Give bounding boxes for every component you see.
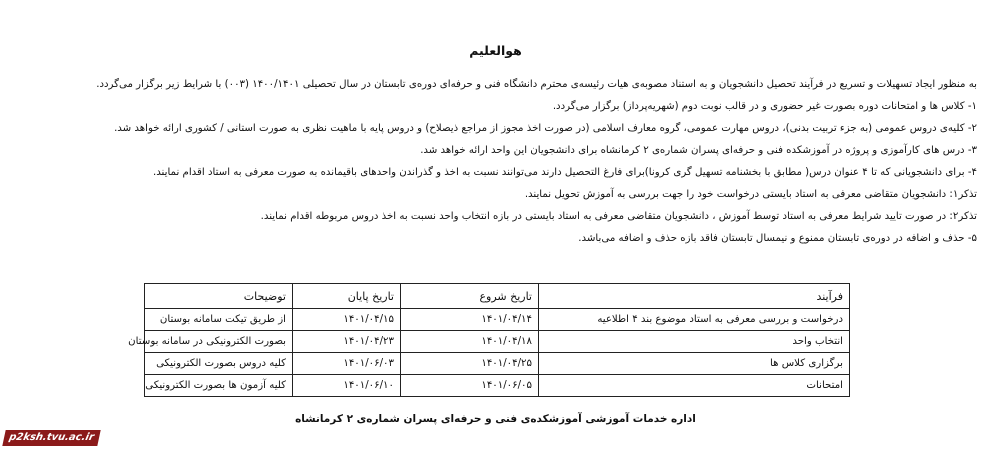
header-description: توضیحات	[145, 284, 293, 309]
cell-description: کلیه دروس بصورت الکترونیکی	[145, 353, 293, 375]
cell-end-date: ۱۴۰۱/۰۴/۱۵	[293, 309, 401, 331]
cell-process: انتخاب واحد	[539, 331, 850, 353]
note-1: تذکر۱: دانشجویان متقاضی معرفی به استاد بایستی درخواست خود را جهت بررسی به آموزش تحویل نمایند.	[524, 189, 977, 200]
note-2: تذکر۲: در صورت تایید شرایط معرفی به استاد توسط آموزش ، دانشجویان متقاضی معرفی به استاد بایستی در بازه انتخاب واحد نسبت به اخذ دروس مربوطه اقدام نمایند.	[260, 211, 977, 222]
site-watermark: p2ksh.tvu.ac.ir	[2, 430, 100, 446]
clause-2: ۲- کلیه‌ی دروس عمومی (به جزء تربیت بدنی)، دروس مهارت عمومی، گروه معارف اسلامی (در صورت اخذ مجوز از مراجع ذیصلاح) و دروس پایه با ماهیت نظری به صورت استانی / کشوری ارائه خواهد شد.	[114, 123, 977, 134]
table-row	[145, 375, 850, 397]
intro-paragraph: به منظور ایجاد تسهیلات و تسریع در فرآیند تحصیل دانشجویان و به استناد مصوبه‌ی هیات رئیسه‌ی محترم دانشگاه فنی و حرفه‌ای دوره‌ی تابستان در سال تحصیلی ۱۴۰۰/۱۴۰۱ (۰۰۳) با شرایط زیر برگزار می‌گردد.	[96, 79, 977, 90]
footer-signature: اداره خدمات آموزشی آموزشکده‌ی فنی و حرفه‌ای پسران شماره‌ی ۲ کرمانشاه	[295, 413, 696, 425]
clause-4: ۴- برای دانشجویانی که تا ۴ عنوان درس( مطابق با بخشنامه تسهیل گری کرونا)برای فارغ التحصیل دارند می‌توانند نسبت به اخذ و گذراندن واحدهای باقیمانده به صورت معرفی به استاد اقدام نمایند.	[152, 167, 977, 178]
cell-process: درخواست و بررسی معرفی به استاد موضوع بند ۴ اطلاعیه	[539, 309, 850, 331]
clause-3: ۳- درس های کارآموزی و پروژه در آموزشکده فنی و حرفه‌ای پسران شماره‌ی ۲ کرمانشاه برای دانشجویان این واحد ارائه خواهد شد.	[420, 145, 977, 156]
cell-process: امتحانات	[539, 375, 850, 397]
cell-description: از طریق تیکت سامانه بوستان	[145, 309, 293, 331]
table-header-row	[145, 284, 850, 309]
clause-5: ۵- حذف و اضافه در دوره‌ی تابستان ممنوع و نیمسال تابستان فاقد بازه حذف و اضافه می‌باشد.	[578, 233, 977, 244]
cell-process: برگزاری کلاس ها	[539, 353, 850, 375]
cell-start-date: ۱۴۰۱/۰۴/۱۴	[401, 309, 539, 331]
cell-end-date: ۱۴۰۱/۰۶/۱۰	[293, 375, 401, 397]
table-row	[145, 353, 850, 375]
document-title: هوالعلیم	[469, 43, 522, 58]
cell-end-date: ۱۴۰۱/۰۶/۰۳	[293, 353, 401, 375]
cell-start-date: ۱۴۰۱/۰۴/۲۵	[401, 353, 539, 375]
clause-1: ۱- کلاس ها و امتحانات دوره بصورت غیر حضوری و در قالب نوبت دوم (شهریه‌پرداز) برگزار می‌گردد.	[552, 101, 977, 112]
header-start-date: تاریخ شروع	[401, 284, 539, 309]
cell-end-date: ۱۴۰۱/۰۴/۲۳	[293, 331, 401, 353]
cell-description: بصورت الکترونیکی در سامانه بوستان	[145, 331, 293, 353]
table-row	[145, 331, 850, 353]
table-row	[145, 309, 850, 331]
header-end-date: تاریخ پایان	[293, 284, 401, 309]
cell-start-date: ۱۴۰۱/۰۶/۰۵	[401, 375, 539, 397]
header-process: فرآیند	[539, 284, 850, 309]
cell-start-date: ۱۴۰۱/۰۴/۱۸	[401, 331, 539, 353]
schedule-table	[128, 283, 850, 397]
cell-description: کلیه آزمون ها بصورت الکترونیکی	[145, 375, 293, 397]
